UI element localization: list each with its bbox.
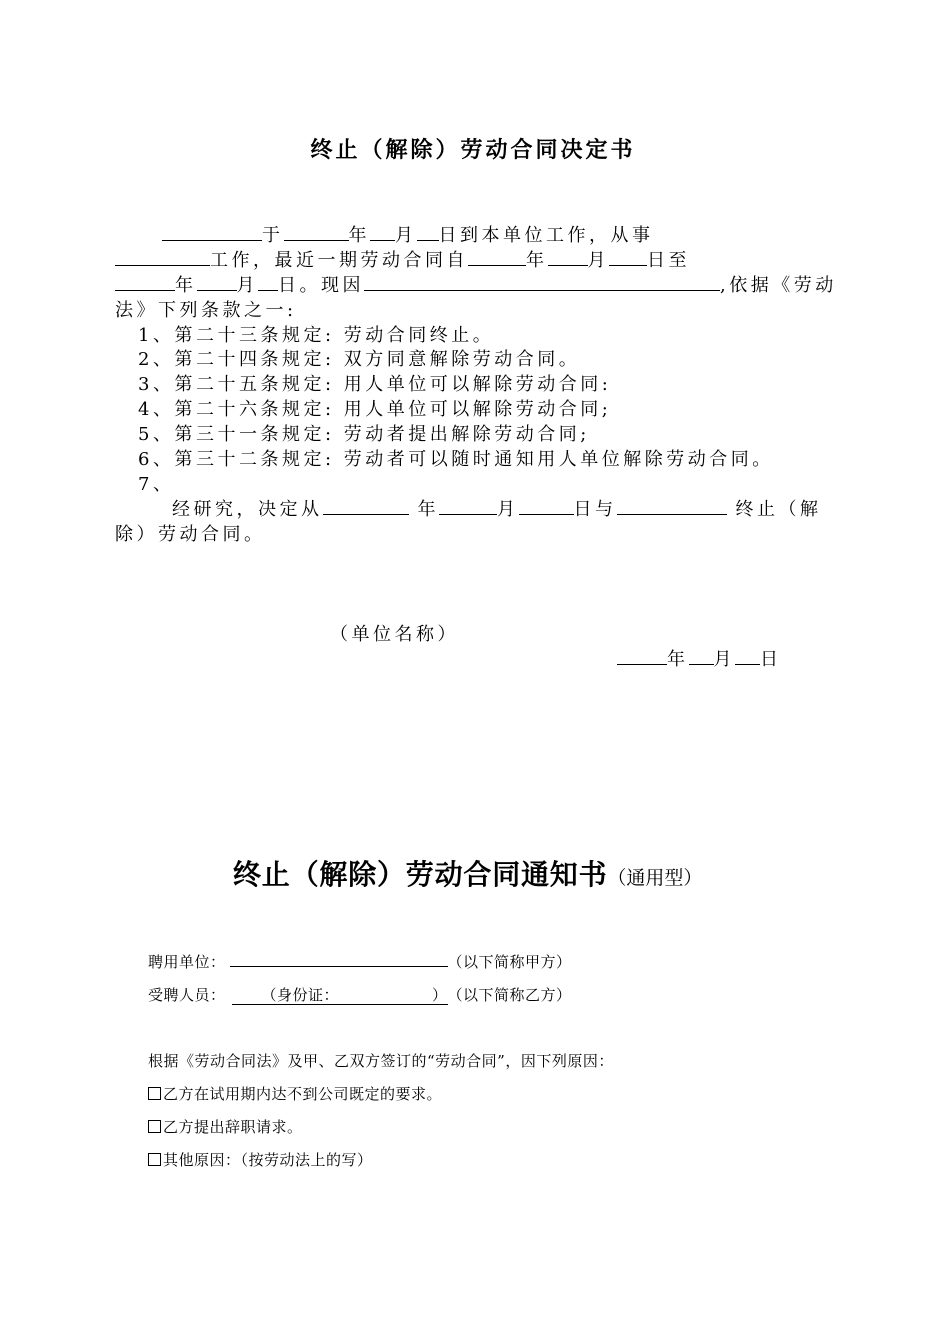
decision-conclusion-end: 除）劳动合同。 [115, 523, 266, 545]
reason-text: 其他原因：（按劳动法上的写） [163, 1151, 373, 1169]
decision-line-3 [115, 274, 840, 299]
clause-item: 3、第二十五条规定: 用人单位可以解除劳动合同: [138, 374, 612, 396]
blank-start-month [370, 226, 395, 241]
reason-item [148, 1117, 303, 1137]
text-reason-intro: 日。现因 [278, 274, 364, 296]
reason-item [148, 1084, 442, 1104]
text-year: 年 [526, 249, 548, 271]
clause-item: 5、第三十一条规定: 劳动者提出解除劳动合同; [138, 424, 590, 446]
checkbox-icon [148, 1120, 161, 1133]
reason-text: 乙方在试用期内达不到公司既定的要求。 [163, 1085, 443, 1103]
checkbox-icon [148, 1153, 161, 1166]
blank-id-number [339, 999, 432, 1000]
blank-contract-end-year [115, 276, 175, 291]
text-day-to: 日至 [647, 249, 690, 271]
blank-contract-end-month [197, 276, 237, 291]
text-day: 日 [760, 649, 782, 670]
reason-text: 乙方提出辞职请求。 [163, 1118, 303, 1136]
text-terminate: 终止（解 [735, 498, 822, 520]
blank-start-day [417, 226, 439, 241]
clause-item: 6、第三十二条规定: 劳动者可以随时通知用人单位解除劳动合同。 [138, 449, 774, 471]
clause-item: 7、 [138, 473, 175, 495]
blank-reason [364, 276, 720, 291]
text-yu: 于 [262, 225, 284, 246]
clause-item: 4、第二十六条规定: 用人单位可以解除劳动合同; [138, 399, 612, 421]
blank-contract-end-day [258, 276, 278, 291]
text-month: 月 [395, 225, 417, 246]
text-month: 月 [236, 274, 258, 296]
notice-title-main: 终止（解除）劳动合同通知书 [233, 858, 608, 891]
text-contract-from: 工作，最近一期劳动合同自 [210, 249, 468, 271]
text-start-work: 日到本单位工作，从事 [438, 225, 654, 246]
decision-line-1 [115, 224, 840, 249]
notice-title [233, 856, 702, 897]
blank-sign-year [617, 650, 667, 665]
blank-employee [617, 500, 727, 515]
clause-item: 2、第二十四条规定: 双方同意解除劳动合同。 [138, 349, 581, 371]
id-card-field [232, 986, 448, 1005]
clause-item: 1、第二十三条规定: 劳动合同终止。 [138, 324, 495, 346]
checkbox-icon [148, 1087, 161, 1100]
employer-note: （以下简称甲方） [447, 953, 572, 971]
text-year: 年 [175, 274, 197, 296]
text-month: 月 [713, 649, 735, 670]
blank-start-year [284, 226, 349, 241]
text-according-to: ,依据《劳动 [720, 274, 837, 296]
blank-sign-month [689, 650, 714, 665]
employer-label: 聘用单位： [148, 953, 226, 971]
blank-job [115, 251, 210, 266]
blank-sign-day [735, 650, 760, 665]
employee-row [148, 985, 572, 1005]
basis-statement: 根据《劳动合同法》及甲、乙双方签订的“劳动合同”，因下列原因： [148, 1052, 614, 1070]
signature-date [617, 647, 782, 672]
blank-employer [230, 954, 448, 967]
employee-label: 受聘人员： [148, 986, 226, 1004]
unit-name-label: （单位名称） [330, 624, 459, 645]
blank-employee-name [162, 226, 262, 241]
text-month: 月 [587, 249, 609, 271]
employer-row [148, 952, 572, 972]
blank-termination-day [519, 500, 574, 515]
blank-contract-start-day [609, 251, 647, 266]
text-decided-from: 经研究，决定从 [172, 498, 323, 520]
decision-line-4: 法》下列条款之一: [115, 299, 297, 321]
blank-contract-start-month [548, 251, 588, 266]
notice-subtitle: （通用型） [607, 867, 703, 889]
employee-note: （以下简称乙方） [447, 986, 572, 1004]
id-card-close: ） [432, 986, 448, 1004]
id-card-open: （身份证： [261, 986, 340, 1004]
blank-termination-year [323, 500, 409, 515]
text-year: 年 [667, 649, 689, 670]
reason-item [148, 1150, 373, 1170]
text-year: 年 [417, 498, 439, 520]
blank-termination-month [439, 500, 497, 515]
decision-title: 终止（解除）劳动合同决定书 [310, 137, 636, 163]
decision-conclusion [115, 498, 840, 523]
decision-line-2 [115, 249, 840, 274]
decision-body [115, 224, 840, 548]
text-day-with: 日与 [573, 498, 617, 520]
blank-contract-start-year [468, 251, 526, 266]
text-month: 月 [497, 498, 519, 520]
text-year: 年 [348, 225, 370, 246]
